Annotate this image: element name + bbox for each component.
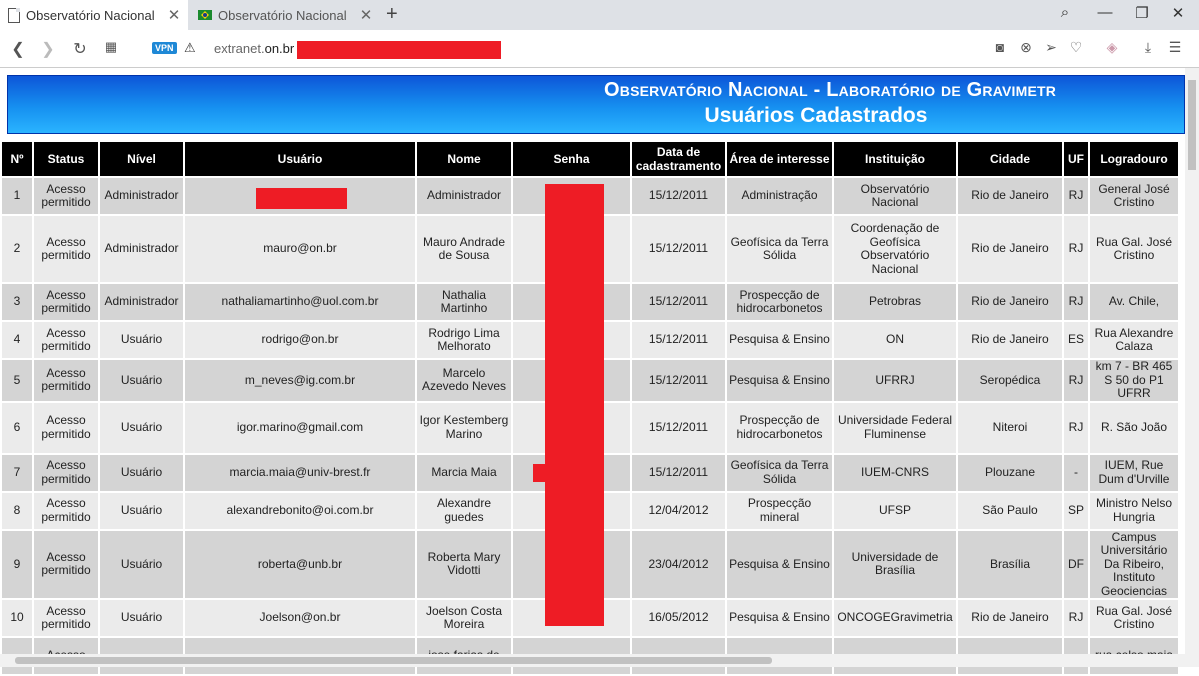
cell-uf: DF [1064,531,1088,599]
block-ads-icon[interactable]: ⊗ [1020,39,1032,55]
cell-logradouro: Rua Gal. José Cristino [1090,216,1178,282]
col-header-cidade: Cidade [958,142,1062,176]
vpn-badge[interactable]: VPN [152,42,177,54]
cell-area: Pesquisa & Ensino [727,531,832,599]
cell-data: 15/12/2011 [632,455,725,491]
tab-strip [0,0,1199,30]
cell-nivel: Usuário [100,403,183,453]
cell-instituicao: UFRRJ [834,360,956,401]
cell-nome: Administrador [417,178,511,214]
cell-usuario: m_neves@ig.com.br [185,360,415,401]
cell-nivel: Administrador [100,216,183,282]
url-host: on.br [264,41,295,56]
cell-status: Acesso permitido [34,455,98,491]
cell-logradouro: km 7 - BR 465 S 50 do P1 UFRR [1090,360,1178,401]
cell-cidade: Seropédica [958,360,1062,401]
cell-uf: RJ [1064,360,1088,401]
not-secure-icon[interactable]: ⚠ [184,40,196,55]
cell-status: Acesso permitido [34,403,98,453]
cell-instituicao: Observatório Nacional [834,178,956,214]
cell-usuario: alexandrebonito@oi.com.br [185,493,415,529]
cell-usuario: mauro@on.br [185,216,415,282]
table-header-row [2,142,1178,176]
minimize-icon[interactable]: — [1097,4,1113,21]
cell-area: Prospecção de hidrocarbonetos [727,403,832,453]
col-header-usuario: Usuário [185,142,415,176]
heart-icon[interactable]: ♡ [1069,39,1083,55]
restore-icon[interactable]: ❐ [1135,5,1149,22]
cell-status: Acesso permitido [34,178,98,214]
cell-instituicao: ONCOGEGravimetria [834,600,956,636]
cell-numero: 1 [2,178,32,214]
tab-observatorio-active[interactable] [0,0,188,30]
cell-nivel: Usuário [100,360,183,401]
cell-nivel: Usuário [100,531,183,599]
cell-cidade: Rio de Janeiro [958,284,1062,320]
cell-logradouro: Rua Gal. José Cristino [1090,600,1178,636]
cell-numero: 4 [2,322,32,358]
col-header-instituicao: Instituição [834,142,956,176]
vertical-scrollbar[interactable] [1185,68,1199,654]
tab-observatorio-inactive[interactable] [190,0,380,30]
easy-setup-icon[interactable]: ☰ [1168,39,1182,55]
col-header-numero: Nº [2,142,32,176]
cell-numero: 2 [2,216,32,282]
cell-uf: SP [1064,493,1088,529]
banner-subtitle: Usuários Cadastrados [704,104,928,127]
cell-cidade: Brasília [958,531,1062,599]
cell-area: Administração [727,178,832,214]
cell-data: 15/12/2011 [632,403,725,453]
redacted-url [297,41,501,59]
cell-area: Prospecção de hidrocarbonetos [727,284,832,320]
cell-usuario: rodrigo@on.br [185,322,415,358]
cell-uf: - [1064,455,1088,491]
cell-status: Acesso permitido [34,493,98,529]
send-icon[interactable]: ➢ [1045,39,1057,55]
cell-nome: Joelson Costa Moreira [417,600,511,636]
scrollbar-thumb[interactable] [15,657,772,664]
cell-numero: 5 [2,360,32,401]
col-header-logradouro: Logradouro [1090,142,1178,176]
cell-logradouro: Rua Alexandre Calaza [1090,322,1178,358]
cell-nome: Marcia Maia [417,455,511,491]
page-banner [7,75,1185,134]
cell-uf: RJ [1064,216,1088,282]
scrollbar-thumb[interactable] [1188,80,1196,170]
cell-numero: 6 [2,403,32,453]
cell-usuario: Joelson@on.br [185,600,415,636]
url-prefix: extranet. [214,41,265,56]
cell-data: 15/12/2011 [632,284,725,320]
cell-logradouro: Av. Chile, [1090,284,1178,320]
cell-nome: Igor Kestemberg Marino [417,403,511,453]
cell-instituicao: Coordenação de Geofísica Observatório Nacional [834,216,956,282]
close-tab-icon[interactable]: ✕ [167,7,181,24]
cell-instituicao: Universidade Federal Fluminense [834,403,956,453]
cell-usuario: marcia.maia@univ-brest.fr [185,455,415,491]
cell-cidade: São Paulo [958,493,1062,529]
cell-numero: 3 [2,284,32,320]
speed-dial-icon[interactable]: ▦ [104,39,118,54]
col-header-uf: UF [1064,142,1088,176]
cell-cidade: Rio de Janeiro [958,216,1062,282]
cell-uf: RJ [1064,403,1088,453]
page-icon [8,8,20,23]
close-tab-icon[interactable]: ✕ [359,7,373,24]
cell-nome: Marcelo Azevedo Neves [417,360,511,401]
cell-numero: 8 [2,493,32,529]
back-icon[interactable]: ❮ [11,41,25,58]
horizontal-scrollbar[interactable] [0,654,1199,667]
cell-numero: 7 [2,455,32,491]
cell-status: Acesso permitido [34,360,98,401]
col-header-nome: Nome [417,142,511,176]
extension-cube-icon[interactable]: ◈ [1106,39,1118,55]
cell-numero: 10 [2,600,32,636]
cell-nivel: Usuário [100,493,183,529]
cell-instituicao: UFSP [834,493,956,529]
col-header-data: Data de cadastramento [632,142,725,176]
cell-instituicao: ON [834,322,956,358]
cell-logradouro: Campus Universitário Da Ribeiro, Instituto Geociencias [1090,531,1178,599]
banner-title: Observatório Nacional - Laboratório de Gravimetr [604,79,1057,101]
cell-instituicao: Petrobras [834,284,956,320]
cell-instituicao: Universidade de Brasília [834,531,956,599]
cell-logradouro: IUEM, Rue Dum d'Urville [1090,455,1178,491]
address-toolbar [0,30,1199,68]
close-window-icon[interactable]: ✕ [1171,5,1185,22]
col-header-area: Área de interesse [727,142,832,176]
download-icon[interactable]: ⤓ [1144,39,1152,55]
brazil-flag-icon [198,10,212,20]
cell-logradouro: Ministro Nelso Hungria [1090,493,1178,529]
cell-nivel: Usuário [100,600,183,636]
tab-title: Observatório Nacional [26,7,155,23]
cell-nome: Alexandre guedes [417,493,511,529]
cell-usuario: nathaliamartinho@uol.com.br [185,284,415,320]
cell-area: Geofísica da Terra Sólida [727,216,832,282]
cell-nivel: Administrador [100,178,183,214]
search-tabs-icon[interactable]: ⌕ [1060,4,1070,21]
cell-status: Acesso permitido [34,600,98,636]
col-header-senha: Senha [513,142,630,176]
cell-nivel: Usuário [100,322,183,358]
col-header-nivel: Nível [100,142,183,176]
cell-nome: Nathalia Martinho [417,284,511,320]
cell-status: Acesso permitido [34,322,98,358]
cell-cidade: Niteroi [958,403,1062,453]
forward-icon[interactable]: ❯ [41,41,55,58]
new-tab-button[interactable]: + [386,3,398,25]
cell-instituicao: IUEM-CNRS [834,455,956,491]
cell-status: Acesso permitido [34,284,98,320]
reload-icon[interactable]: ↻ [73,41,87,58]
cell-status: Acesso permitido [34,216,98,282]
cell-nome: Mauro Andrade de Sousa [417,216,511,282]
cell-status: Acesso permitido [34,531,98,599]
cell-area: Prospecção mineral [727,493,832,529]
cell-nome: Rodrigo Lima Melhorato [417,322,511,358]
snapshot-icon[interactable]: ◙ [995,39,1005,55]
cell-data: 15/12/2011 [632,216,725,282]
redacted-username [256,188,347,209]
tab-title: Observatório Nacional [218,7,347,23]
cell-logradouro: R. São João [1090,403,1178,453]
cell-nivel: Usuário [100,455,183,491]
cell-data: 15/12/2011 [632,322,725,358]
cell-cidade: Rio de Janeiro [958,322,1062,358]
cell-area: Pesquisa & Ensino [727,322,832,358]
address-field[interactable] [214,41,294,56]
cell-data: 15/12/2011 [632,178,725,214]
redacted-passwords [545,184,604,626]
cell-data: 23/04/2012 [632,531,725,599]
cell-data: 16/05/2012 [632,600,725,636]
cell-data: 15/12/2011 [632,360,725,401]
cell-cidade: Rio de Janeiro [958,178,1062,214]
cell-cidade: Plouzane [958,455,1062,491]
cell-uf: ES [1064,322,1088,358]
cell-uf: RJ [1064,284,1088,320]
cell-usuario: roberta@unb.br [185,531,415,599]
cell-uf: RJ [1064,600,1088,636]
cell-nivel: Administrador [100,284,183,320]
cell-area: Pesquisa & Ensino [727,360,832,401]
cell-area: Pesquisa & Ensino [727,600,832,636]
redacted-password-fragment [533,464,547,482]
cell-uf: RJ [1064,178,1088,214]
cell-cidade: Rio de Janeiro [958,600,1062,636]
col-header-status: Status [34,142,98,176]
cell-numero: 9 [2,531,32,599]
cell-area: Geofísica da Terra Sólida [727,455,832,491]
cell-logradouro: General José Cristino [1090,178,1178,214]
cell-nome: Roberta Mary Vidotti [417,531,511,599]
cell-usuario: igor.marino@gmail.com [185,403,415,453]
cell-data: 12/04/2012 [632,493,725,529]
